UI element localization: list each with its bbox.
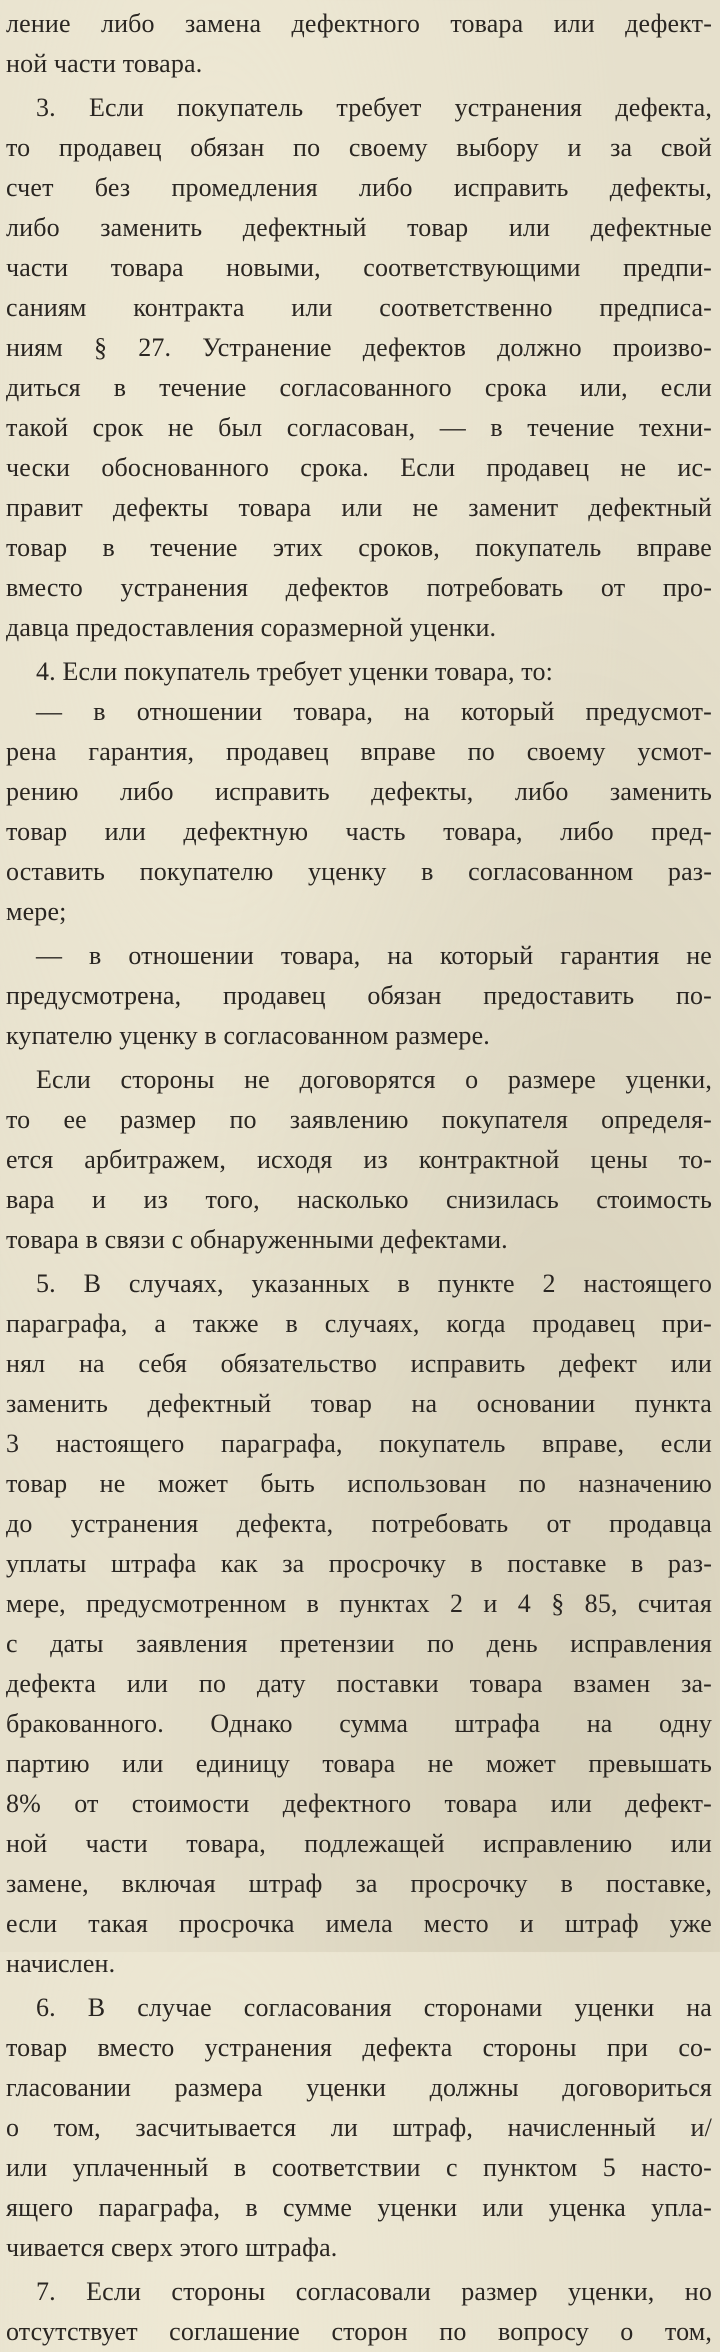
text-line: такой срок не был согласован, — в течение техни- bbox=[6, 413, 712, 442]
text-line: либо заменить дефектный товар или дефектные bbox=[6, 213, 712, 242]
text-line: товар или дефектную часть товара, либо пред- bbox=[6, 817, 712, 846]
text-line: части товара новыми, соответствующими предпи- bbox=[6, 253, 712, 282]
text-line: товар в течение этих сроков, покупатель вправе bbox=[6, 533, 712, 562]
text-line: то ее размер по заявлению покупателя определя- bbox=[6, 1105, 712, 1134]
text-line: ной части товара. bbox=[6, 49, 203, 78]
paragraph-point-3 bbox=[6, 88, 712, 648]
text-line: 5. В случаях, указанных в пункте 2 настоящего bbox=[36, 1269, 712, 1298]
text-line: Если стороны не договорятся о размере уценки, bbox=[36, 1065, 712, 1094]
paragraph-point-4 bbox=[6, 652, 712, 932]
text-line: гласовании размера уценки должны договориться bbox=[6, 2073, 712, 2102]
text-line: мере, предусмотренном в пунктах 2 и 4 § 85, считая bbox=[6, 1589, 712, 1618]
text-line: счет без промедления либо исправить дефекты, bbox=[6, 173, 712, 202]
text-line: саниям контракта или соответственно предписа- bbox=[6, 293, 712, 322]
text-line: товар не может быть использован по назначению bbox=[6, 1469, 712, 1498]
text-line: отсутствует соглашение сторон по вопросу о том, bbox=[6, 2317, 712, 2346]
text-line: — в отношении товара, на который гарантия не bbox=[36, 941, 712, 970]
text-line: 3. Если покупатель требует устранения дефекта, bbox=[36, 93, 712, 122]
text-line: рению либо исправить дефекты, либо заменить bbox=[6, 777, 712, 806]
text-line: предусмотрена, продавец обязан предоставить по- bbox=[6, 981, 712, 1010]
paragraph-point-4-closing bbox=[6, 1060, 712, 1260]
paragraph-point-4-dash-2 bbox=[6, 936, 712, 1056]
text-line: 6. В случае согласования сторонами уценки на bbox=[36, 1993, 712, 2022]
text-line: до устранения дефекта, потребовать от продавца bbox=[6, 1509, 712, 1538]
text-line: заменить дефектный товар на основании пункта bbox=[6, 1389, 712, 1418]
text-line: давца предоставления соразмерной уценки. bbox=[6, 613, 497, 642]
text-line: или уплаченный в соответствии с пунктом 5 насто- bbox=[6, 2153, 712, 2182]
text-line: замене, включая штраф за просрочку в поставке, bbox=[6, 1869, 712, 1898]
text-line: ление либо замена дефектного товара или дефект- bbox=[6, 9, 712, 38]
text-line: мере; bbox=[6, 897, 67, 926]
text-line: ется арбитражем, исходя из контрактной цены то- bbox=[6, 1145, 712, 1174]
text-line: параграфа, а также в случаях, когда продавец при- bbox=[6, 1309, 712, 1338]
text-line: вместо устранения дефектов потребовать от про- bbox=[6, 573, 712, 602]
text-line: то продавец обязан по своему выбору и за свой bbox=[6, 133, 712, 162]
text-line: дефекта или по дату поставки товара взамен за- bbox=[6, 1669, 712, 1698]
text-line: 4. Если покупатель требует уценки товара, то: bbox=[36, 657, 553, 686]
paragraph-continuation bbox=[6, 4, 712, 84]
text-line: чески обоснованного срока. Если продавец не ис- bbox=[6, 453, 712, 482]
text-line: партию или единицу товара не может превышать bbox=[6, 1749, 712, 1778]
text-line: товара в связи с обнаруженными дефектами. bbox=[6, 1225, 508, 1254]
paragraph-point-7 bbox=[6, 2272, 712, 2352]
text-line: ниям § 27. Устранение дефектов должно произво- bbox=[6, 333, 712, 362]
paragraph-point-5 bbox=[6, 1264, 712, 1984]
text-line: правит дефекты товара или не заменит дефектный bbox=[6, 493, 712, 522]
text-line: купателю уценку в согласованном размере. bbox=[6, 1021, 490, 1050]
text-line: 3 настоящего параграфа, покупатель вправе, если bbox=[6, 1429, 712, 1458]
text-line: диться в течение согласованного срока или, если bbox=[6, 373, 712, 402]
text-line: если такая просрочка имела место и штраф уже bbox=[6, 1909, 712, 1938]
text-line: вара и из того, насколько снизилась стоимость bbox=[6, 1185, 712, 1214]
text-line: ной части товара, подлежащей исправлению или bbox=[6, 1829, 712, 1858]
text-line: — в отношении товара, на который предусмот- bbox=[36, 697, 712, 726]
text-line: 8% от стоимости дефектного товара или дефект- bbox=[6, 1789, 712, 1818]
text-line: о том, засчитывается ли штраф, начисленный и/ bbox=[6, 2113, 712, 2142]
text-line: товар вместо устранения дефекта стороны при со- bbox=[6, 2033, 712, 2062]
text-line: начислен. bbox=[6, 1949, 116, 1978]
text-line: уплаты штрафа как за просрочку в поставке в раз- bbox=[6, 1549, 712, 1578]
paragraph-point-6 bbox=[6, 1988, 712, 2268]
text-line: ящего параграфа, в сумме уценки или уценка упла- bbox=[6, 2193, 712, 2222]
text-line: нял на себя обязательство исправить дефект или bbox=[6, 1349, 712, 1378]
text-line: рена гарантия, продавец вправе по своему усмот- bbox=[6, 737, 712, 766]
text-line: бракованного. Однако сумма штрафа на одну bbox=[6, 1709, 712, 1738]
text-line: чивается сверх этого штрафа. bbox=[6, 2233, 338, 2262]
text-line: оставить покупателю уценку в согласованном раз- bbox=[6, 857, 712, 886]
text-line: с даты заявления претензии по день исправления bbox=[6, 1629, 712, 1658]
text-line: 7. Если стороны согласовали размер уценки, но bbox=[36, 2277, 712, 2306]
